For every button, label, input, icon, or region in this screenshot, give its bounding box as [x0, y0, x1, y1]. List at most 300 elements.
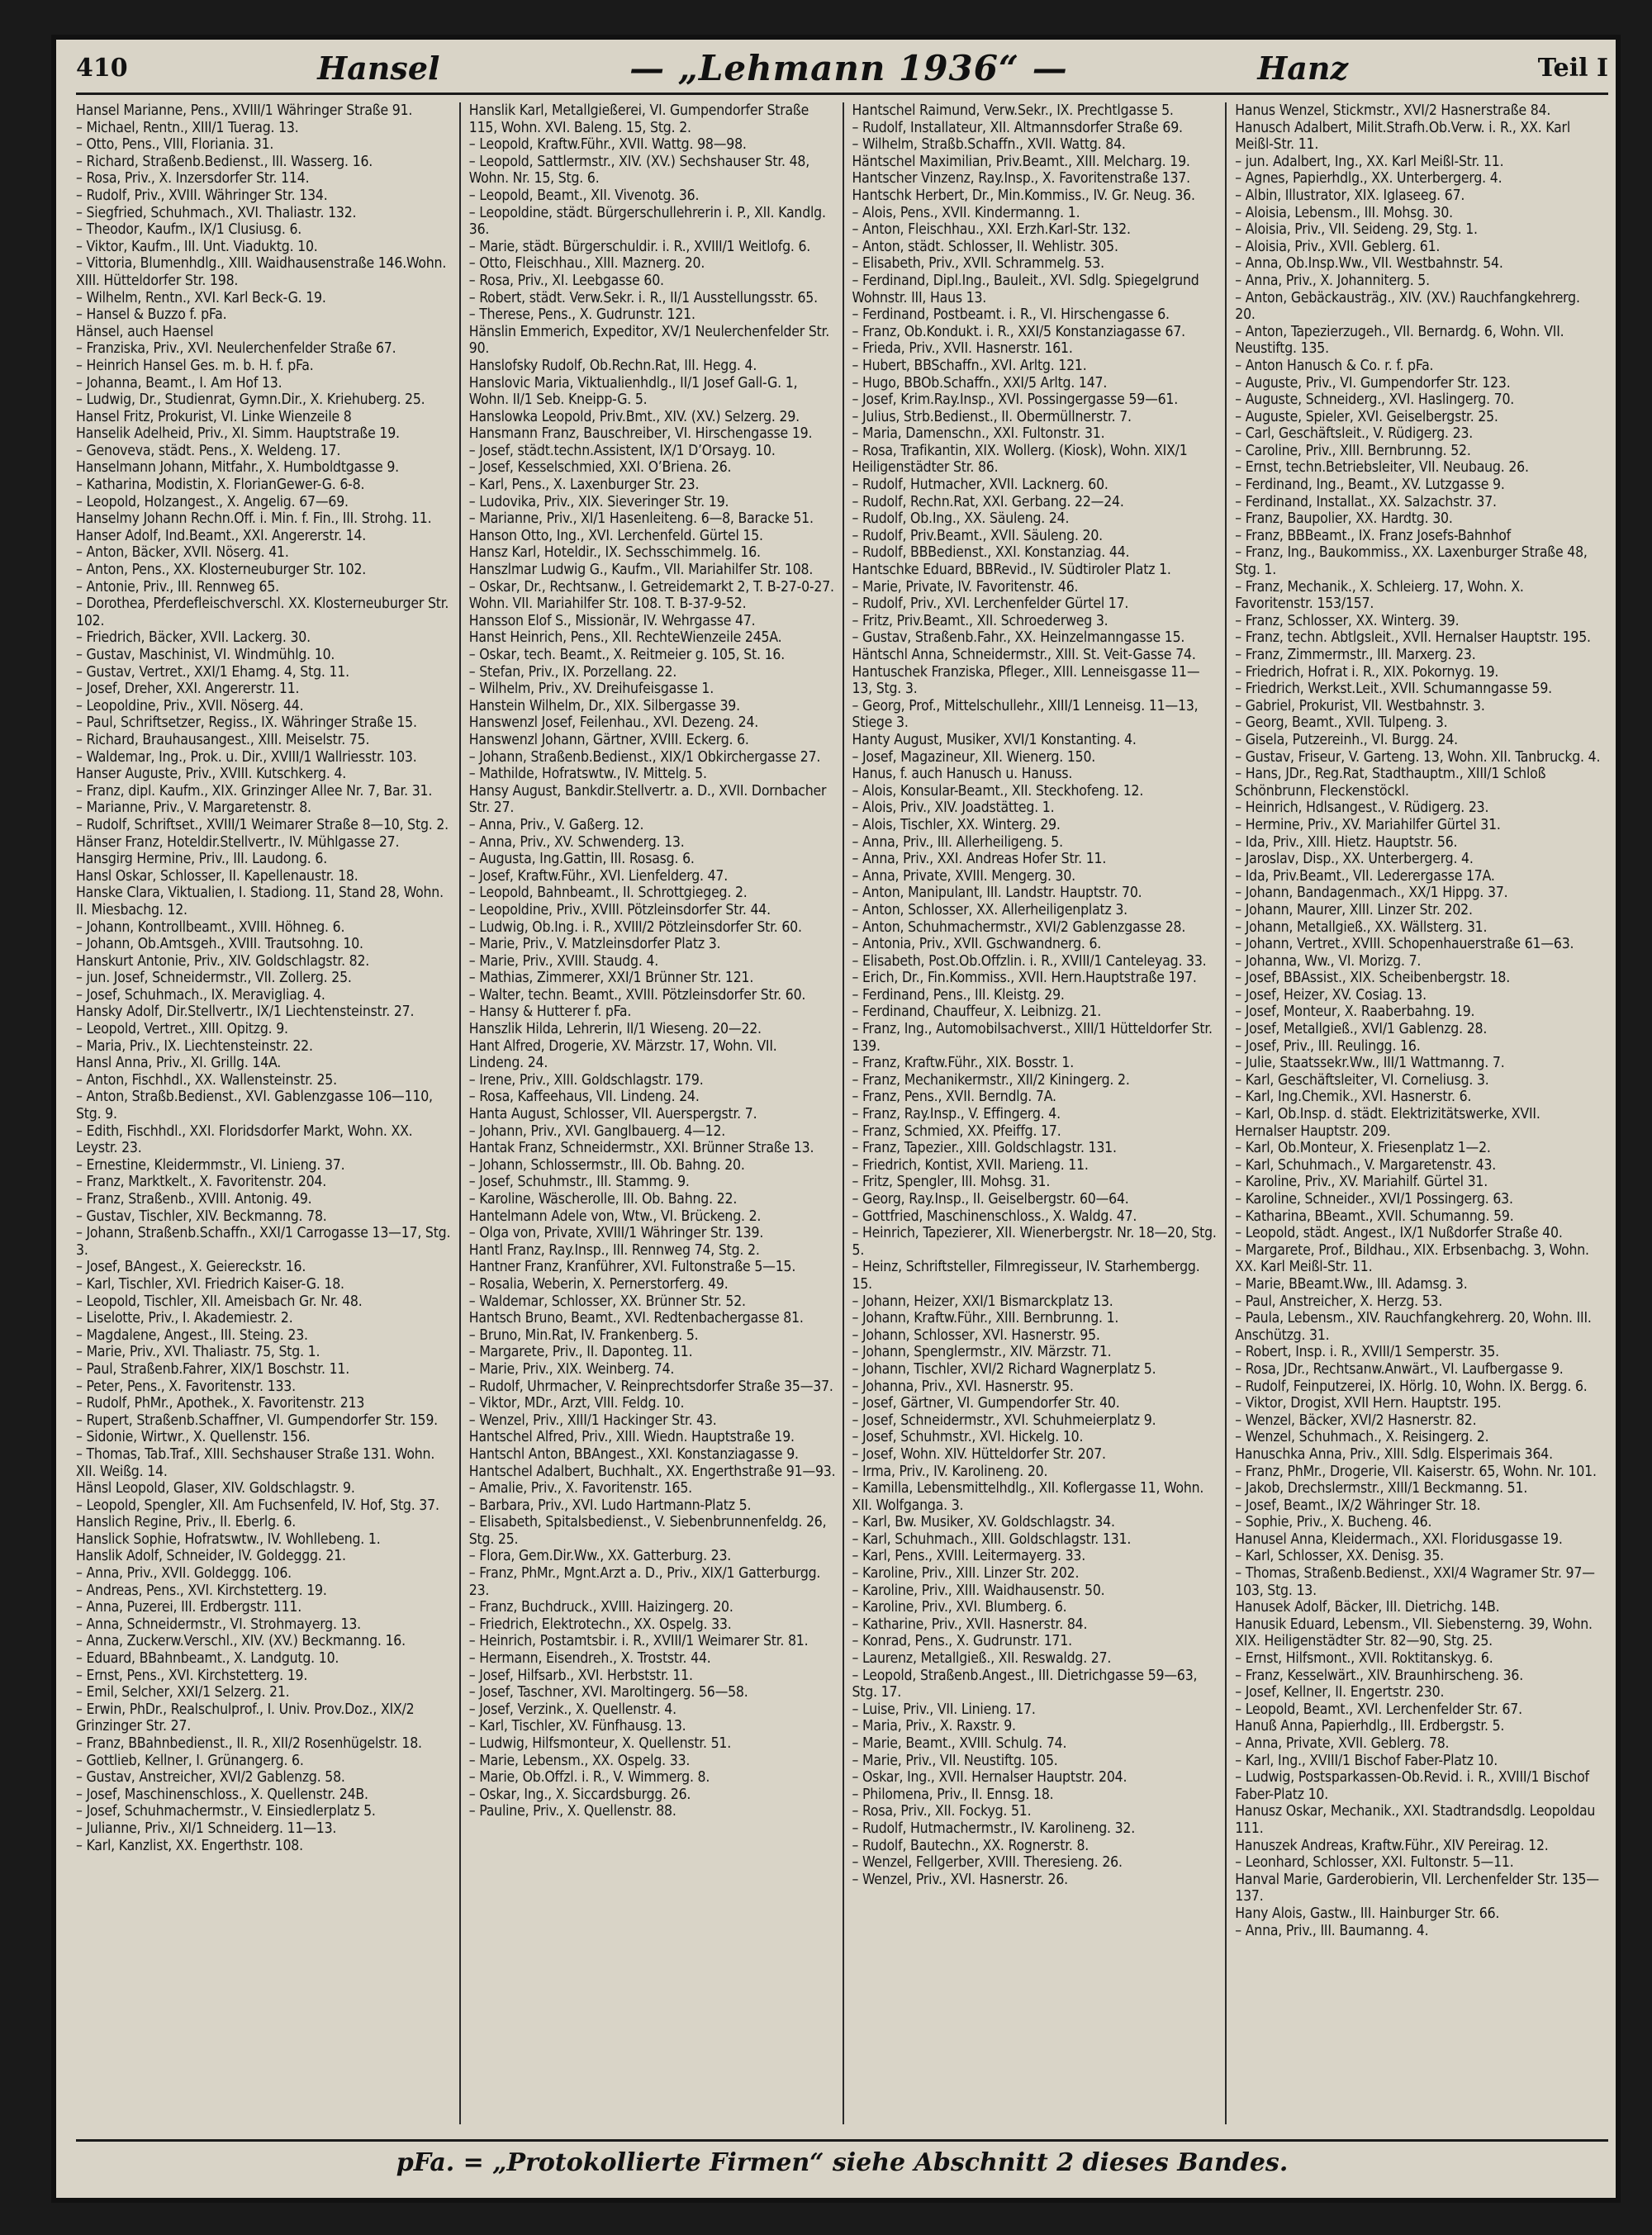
directory-column-3 — [843, 102, 1226, 2124]
directory-entry: – Frieda, Priv., XVII. Hasnerstr. 161. — [852, 340, 1073, 358]
directory-entry: – Gustav, Maschinist, VI. Windmühlg. 10. — [76, 647, 335, 663]
directory-entry: Hanswenzl Josef, Feilenhau., XVI. Dezeng. 24. — [468, 714, 759, 732]
directory-entry: – Marie, Beamt., XVIII. Schulg. 74. — [852, 1735, 1067, 1752]
directory-entry: – Liselotte, Priv., I. Akademiestr. 2. — [76, 1310, 293, 1327]
directory-entry: – Thomas, Tab.Traf., XIII. Sechshauser Straße 131. Wohn. XII. Weißg. 14. — [76, 1445, 435, 1480]
directory-entry: – Irene, Priv., XIII. Goldschlagstr. 179. — [468, 1071, 704, 1089]
directory-entry: – Karl, Pens., X. Laxenburger Str. 23. — [468, 477, 700, 494]
directory-entry: – Johanna, Beamt., I. Am Hof 13. — [76, 374, 282, 391]
directory-column-1 — [76, 102, 459, 2124]
directory-entry: Hantschel Adalbert, Buchhalt., XX. Engerthstraße 91—93. — [468, 1463, 836, 1480]
directory-entry: – Theodor, Kaufm., IX/1 Clusiusg. 6. — [76, 221, 302, 239]
directory-entry: – Auguste, Schneiderg., XVI. Haslingerg. 70. — [1235, 391, 1515, 409]
directory-entry: – Fritz, Spengler, III. Mohsg. 31. — [852, 1174, 1051, 1191]
directory-entry: – Alois, Tischler, XX. Winterg. 29. — [852, 816, 1061, 833]
directory-entry: – Karl, Schuhmach., XIII. Goldschlagstr. 131. — [852, 1530, 1132, 1548]
directory-entry: Hanson Otto, Ing., XVI. Lerchenfeld. Gürtel 15. — [468, 527, 763, 544]
directory-entry: – Josef, Heizer, XV. Cosiag. 13. — [1235, 986, 1427, 1004]
directory-entry: – Josef, Taschner, XVI. Maroltingerg. 56—58. — [468, 1684, 748, 1701]
directory-entry: – Genoveva, städt. Pens., X. Weldeng. 17. — [76, 442, 341, 459]
directory-entry: – Josef, Schneidermstr., XVI. Schuhmeierplatz 9. — [852, 1412, 1156, 1429]
directory-entry: – Franz, Ing., Baukommiss., XX. Laxenburger Straße 48, Stg. 1. — [1235, 544, 1588, 579]
directory-entry: – Anna, Private, XVII. Geblerg. 78. — [1235, 1735, 1450, 1752]
directory-entry: – Maria, Damenschn., XXI. Fultonstr. 31. — [852, 425, 1105, 443]
directory-entry: – Wilhelm, Straßb.Schaffn., XVII. Wattg. 84. — [852, 136, 1126, 154]
directory-entry: – Maria, Priv., X. Raxstr. 9. — [852, 1718, 1016, 1735]
directory-entry: – Rudolf, Priv., XVIII. Währinger Str. 134. — [76, 187, 328, 204]
directory-entry: – Anna, Zuckerw.Verschl., XIV. (XV.) Beckmanng. 16. — [76, 1633, 406, 1650]
directory-entry: – Friedrich, Hofrat i. R., XIX. Pokornyg. 19. — [1235, 663, 1499, 681]
directory-entry: – Sidonie, Wirtwr., X. Quellenstr. 156. — [76, 1429, 311, 1446]
directory-entry: – Franz, PhMr., Mgnt.Arzt a. D., Priv., XIX/1 Gatterburgg. 23. — [468, 1565, 821, 1599]
directory-entry: Hansl Oskar, Schlosser, II. Kapellenaustr. 18. — [76, 867, 358, 885]
directory-entry: – Margarete, Priv., II. Daponteg. 11. — [468, 1344, 693, 1361]
directory-entry: – Georg, Ray.Insp., II. Geiselbergstr. 60—64. — [852, 1191, 1129, 1208]
directory-entry: – Rudolf, Hutmacher, XVII. Lacknerg. 60. — [852, 477, 1108, 494]
directory-entry: – Oskar, tech. Beamt., X. Reitmeier g. 105, St. 16. — [468, 647, 786, 663]
directory-entry: Hanswenzl Johann, Gärtner, XVIII. Eckerg. 6. — [468, 731, 749, 748]
directory-entry: – Auguste, Priv., VI. Gumpendorfer Str. 123. — [1235, 374, 1511, 391]
directory-entry: – Waldemar, Schlosser, XX. Brünner Str. 52. — [468, 1293, 746, 1310]
directory-entry: – Viktor, Kaufm., III. Unt. Viaduktg. 10. — [76, 238, 318, 255]
directory-entry: – Anton, Straßb.Bedienst., XVI. Gablenzgasse 106—110, Stg. 9. — [76, 1089, 433, 1123]
directory-entry: – Elisabeth, Priv., XVII. Schrammelg. 53. — [852, 255, 1104, 273]
directory-entry: Häntschl Anna, Schneidermstr., XIII. St. Veit-Gasse 74. — [852, 647, 1196, 663]
directory-entry: Hanuszek Andreas, Kraftw.Führ., XIV Pereirag. 12. — [1235, 1837, 1549, 1854]
directory-entry: – Caroline, Priv., XIII. Bernbrunng. 52. — [1235, 442, 1471, 459]
directory-entry: – Leopold, städt. Angest., IX/1 Nußdorfer Straße 40. — [1235, 1225, 1563, 1242]
directory-entry: – Anton, Tapezierzugeh., VII. Bernardg. 6, Wohn. VII. Neustiftg. 135. — [1235, 323, 1564, 358]
directory-entry: – Anton, Fischhdl., XX. Wallensteinstr. 25. — [76, 1071, 337, 1089]
directory-entry: – Johanna, Priv., XVI. Hasnerstr. 95. — [852, 1378, 1074, 1395]
directory-entry: – Erwin, PhDr., Realschulprof., I. Univ. Prov.Doz., XIX/2 Grinzinger Str. 27. — [76, 1701, 415, 1735]
directory-entry: – Josef, Dreher, XXI. Angererstr. 11. — [76, 681, 300, 698]
directory-entry: – Margarete, Prof., Bildhau., XIX. Erbsenbachg. 3, Wohn. XX. Karl Meißl-Str. 11. — [1235, 1241, 1589, 1276]
directory-entry: Hantuschek Franziska, Pfleger., XIII. Lenneisgasse 11—13, Stg. 3. — [852, 663, 1200, 698]
directory-entry: – Marie, Priv., XVI. Thaliastr. 75, Stg. 1. — [76, 1344, 320, 1361]
directory-entry: – Marie, Ob.Offzl. i. R., V. Wimmerg. 8. — [468, 1769, 710, 1787]
directory-entry: – Georg, Beamt., XVII. Tulpeng. 3. — [1235, 714, 1448, 732]
directory-entry: – Fritz, Priv.Beamt., XII. Schroederweg 3. — [852, 612, 1108, 629]
directory-entry: – Antonie, Priv., III. Rennweg 65. — [76, 578, 279, 596]
directory-entry: – Emil, Selcher, XXI/1 Selzerg. 21. — [76, 1684, 290, 1701]
directory-entry: – Julianne, Priv., XI/1 Schneiderg. 11—13. — [76, 1820, 337, 1837]
directory-entry: Hänsl Leopold, Glaser, XIV. Goldschlagstr. 9. — [76, 1480, 355, 1497]
directory-entry: – Johann, Bandagenmach., XX/1 Hippg. 37. — [1235, 885, 1508, 902]
directory-entry: – Gustav, Tischler, XIV. Beckmanng. 78. — [76, 1208, 327, 1225]
directory-entry: – Elisabeth, Post.Ob.Offzlin. i. R., XVIII/1 Canteleyag. 33. — [852, 952, 1207, 970]
directory-entry: – Waldemar, Ing., Prok. u. Dir., XVIII/1 Wallriesstr. 103. — [76, 748, 417, 766]
directory-entry: – Andreas, Pens., XVI. Kirchstetterg. 19. — [76, 1582, 327, 1599]
directory-entry: – Hermine, Priv., XV. Mariahilfer Gürtel 31. — [1235, 816, 1501, 833]
directory-entry: – Anton Hanusch & Co. r. f. pFa. — [1235, 357, 1434, 374]
directory-entry: – Franz, BBahnbedienst., II. R., XII/2 Rosenhügelstr. 18. — [76, 1735, 422, 1752]
directory-entry: – Heinrich Hansel Ges. m. b. H. f. pFa. — [76, 357, 314, 374]
directory-entry: Hanslik Karl, Metallgießerei, VI. Gumpendorfer Straße 115, Wohn. XVI. Baleng. 15, Stg. 2. — [468, 102, 809, 136]
directory-entry: – Leonhard, Schlosser, XXI. Fultonstr. 5—11. — [1235, 1854, 1514, 1872]
directory-entry: – Anton, Bäcker, XVII. Nöserg. 41. — [76, 544, 289, 562]
directory-entry: – Friedrich, Werkst.Leit., XVII. Schumanngasse 59. — [1235, 681, 1552, 698]
directory-entry: Hanser Auguste, Priv., XVIII. Kutschkerg. 4. — [76, 766, 347, 783]
directory-entry: – Franz, Kesselwärt., XIV. Braunhirscheng. 36. — [1235, 1667, 1523, 1684]
directory-entry: – Gisela, Putzereinh., VI. Burgg. 24. — [1235, 731, 1458, 748]
directory-entry: – Johann, Heizer, XXI/1 Bismarckplatz 13. — [852, 1293, 1113, 1310]
directory-entry: – Josef, Kellner, II. Engertstr. 230. — [1235, 1684, 1445, 1701]
directory-entry: – Josef, BBAssist., XIX. Scheibenbergstr. 18. — [1235, 970, 1511, 987]
directory-column-2 — [459, 102, 843, 2124]
directory-entry: – Leopold, Straßenb.Angest., III. Dietrichgasse 59—63, Stg. 17. — [852, 1667, 1198, 1701]
directory-entry: – Aloisia, Priv., XVII. Geblerg. 61. — [1235, 238, 1441, 255]
directory-entry: – Leopold, Beamt., XVI. Lerchenfelder Str. 67. — [1235, 1701, 1522, 1718]
directory-entry: – Ida, Priv.Beamt., VII. Lederergasse 17A. — [1235, 867, 1495, 885]
directory-entry: – Thomas, Straßenb.Bedienst., XXI/4 Wagramer Str. 97—103, Stg. 13. — [1235, 1565, 1595, 1599]
directory-entry: – Therese, Pens., X. Gudrunstr. 121. — [468, 306, 695, 324]
directory-entry: – Ludovika, Priv., XIX. Sieveringer Str. 19. — [468, 493, 729, 510]
directory-entry: – Marie, Priv., XIX. Weinberg. 74. — [468, 1360, 675, 1378]
directory-entry: – Anton, Pens., XX. Klosterneuburger Str. 102. — [76, 562, 367, 579]
directory-entry: – Rudolf, Priv., XVI. Lerchenfelder Gürtel 17. — [852, 596, 1129, 613]
directory-entry: – Ernst, Pens., XVI. Kirchstetterg. 19. — [76, 1667, 308, 1684]
directory-entry: – Franz, BBBeamt., IX. Franz Josefs-Bahnhof — [1235, 527, 1511, 544]
directory-entry: – Oskar, Ing., XVII. Hernalser Hauptstr. 204. — [852, 1769, 1127, 1787]
directory-entry: – Rudolf, Priv.Beamt., XVII. Säuleng. 20. — [852, 527, 1103, 544]
directory-entry: – Franz, Schmied, XX. Pfeiffg. 17. — [852, 1122, 1061, 1140]
directory-entry: – Franz, Buchdruck., XVIII. Haizingerg. 20. — [468, 1599, 733, 1616]
directory-entry: Hanusek Adolf, Bäcker, III. Dietrichg. 14B. — [1235, 1599, 1500, 1616]
directory-entry: – Josef, Schuhmstr., III. Stammg. 9. — [468, 1174, 690, 1191]
directory-entry: Hansz Karl, Hoteldir., IX. Sechsschimmelg. 16. — [468, 544, 761, 562]
directory-entry: Hantscher Vinzenz, Ray.Insp., X. Favoritenstraße 137. — [852, 170, 1190, 187]
directory-entry: – Johann, Metallgieß., XX. Wällsterg. 31. — [1235, 918, 1488, 936]
directory-entry: – Josef, BAngest., X. Geiereckstr. 16. — [76, 1259, 306, 1276]
directory-entry: – Leopold, Bahnbeamt., II. Schrottgiegeg. 2. — [468, 885, 748, 902]
directory-entry: – Gabriel, Prokurist, VII. Westbahnstr. 3. — [1235, 697, 1485, 714]
directory-entry: Hanst Heinrich, Pens., XII. RechteWienzeile 245A. — [468, 629, 782, 647]
directory-entry: – Josef, Schuhmach., IX. Meravigliag. 4. — [76, 986, 325, 1004]
directory-entry: Hantschl Anton, BBAngest., XXI. Konstanziagasse 9. — [468, 1445, 799, 1463]
directory-entry: – Hubert, BBSchaffn., XVI. Arltg. 121. — [852, 357, 1087, 374]
directory-entry: – Viktor, MDr., Arzt, VIII. Feldg. 10. — [468, 1395, 685, 1412]
directory-entry: – Ludwig, Ob.Ing. i. R., XVIII/2 Pötzleinsdorfer Str. 60. — [468, 918, 802, 936]
directory-entry: – Viktor, Drogist, XVII Hern. Hauptstr. 195. — [1235, 1395, 1502, 1412]
directory-entry: – Karl, Ing., XVIII/1 Bischof Faber-Platz 10. — [1235, 1752, 1498, 1769]
directory-entry: – Josef, Magazineur, XII. Wienerg. 150. — [852, 748, 1096, 766]
directory-entry: – Otto, Pens., VIII, Floriania. 31. — [76, 136, 274, 154]
directory-entry: Hanslovic Maria, Viktualienhdlg., II/1 Josef Gall-G. 1, Wohn. II/1 Seb. Kneipp-G. 5. — [468, 374, 798, 409]
directory-entry: – Franz, Schlosser, XX. Winterg. 39. — [1235, 612, 1460, 629]
directory-entry: – Marie, Priv., V. Matzleinsdorfer Platz 3. — [468, 936, 721, 953]
directory-entry: – Wilhelm, Rentn., XVI. Karl Beck-G. 19. — [76, 289, 326, 306]
directory-entry: – Karl, Kanzlist, XX. Engerthstr. 108. — [76, 1837, 303, 1854]
directory-entry: – Karl, Tischler, XVI. Friedrich Kaiser-G. 18. — [76, 1275, 344, 1293]
directory-entry: – Wenzel, Schuhmach., X. Reisingerg. 2. — [1235, 1429, 1489, 1446]
directory-entry: – Elisabeth, Spitalsbedienst., V. Siebenbrunnenfeldg. 26, Stg. 25. — [468, 1514, 827, 1548]
directory-entry: – Johann, Schlosser, XVI. Hasnerstr. 95. — [852, 1326, 1100, 1344]
directory-entry: – Karl, Pens., XVIII. Leitermayerg. 33. — [852, 1548, 1085, 1565]
directory-entry: Hanslick Sophie, Hofratswtw., IV. Wohllebeng. 1. — [76, 1530, 381, 1548]
directory-entry: – Georg, Prof., Mittelschullehr., XIII/1 Lenneisg. 11—13, Stiege 3. — [852, 697, 1199, 732]
directory-entry: – Ernst, Hilfsmont., XVII. Roktitanskyg. 6. — [1235, 1650, 1493, 1668]
directory-entry: – jun. Josef, Schneidermstr., VII. Zollerg. 25. — [76, 970, 352, 987]
directory-entry: – Josef, Gärtner, VI. Gumpendorfer Str. 40. — [852, 1395, 1120, 1412]
directory-entry: – Ludwig, Hilfsmonteur, X. Quellenstr. 51. — [468, 1735, 732, 1752]
directory-entry: Hant Alfred, Drogerie, XV. Märzstr. 17, Wohn. VII. Lindeng. 24. — [468, 1037, 777, 1072]
directory-entry: – Gustav, Straßenb.Fahr., XX. Heinzelmanngasse 15. — [852, 629, 1185, 647]
directory-entry: – Johann, Priv., XVI. Ganglbauerg. 4—12. — [468, 1122, 726, 1140]
directory-entry: – Josef, Hilfsarb., XVI. Herbststr. 11. — [468, 1667, 693, 1684]
directory-entry: – Josef, Metallgieß., XVI/1 Gablenzg. 28. — [1235, 1021, 1488, 1038]
directory-entry: – Karl, Ob.Monteur, X. Friesenplatz 1—2. — [1235, 1140, 1491, 1157]
directory-entry: Hanstein Wilhelm, Dr., XIX. Silbergasse 39. — [468, 697, 740, 714]
directory-entry: Hanty August, Musiker, XVI/1 Konstanting. 4. — [852, 731, 1137, 748]
directory-entry: – Franz, Straßenb., XVIII. Antonig. 49. — [76, 1191, 312, 1208]
directory-entry: – Ernestine, Kleidermmstr., VI. Linieng. 37. — [76, 1156, 345, 1174]
directory-entry: – Alois, Pens., XVII. Kindermanng. 1. — [852, 204, 1080, 221]
directory-entry: Hanszlmar Ludwig G., Kaufm., VII. Mariahilfer Str. 108. — [468, 562, 814, 579]
directory-entry: Hanskurt Antonie, Priv., XIV. Goldschlagstr. 82. — [76, 952, 370, 970]
directory-entry: Hantner Franz, Kranführer, XVI. Fultonstraße 5—15. — [468, 1259, 796, 1276]
directory-entry: – Johann, Straßenb.Schaffn., XXI/1 Carrogasse 13—17, Stg. 3. — [76, 1225, 451, 1259]
directory-entry: – Karoline, Schneider., XVI/1 Possingerg. 63. — [1235, 1191, 1513, 1208]
directory-entry: – Ludwig, Postsparkassen-Ob.Revid. i. R., XVIII/1 Bischof Faber-Platz 10. — [1235, 1769, 1589, 1803]
directory-entry: Hanser Adolf, Ind.Beamt., XXI. Angererstr. 14. — [76, 527, 367, 544]
directory-entry: – Rudolf, Ob.Ing., XX. Säuleng. 24. — [852, 510, 1070, 528]
left-keyword: Hansel — [317, 49, 440, 87]
directory-entry: – Ida, Priv., XIII. Hietz. Hauptstr. 56. — [1235, 833, 1458, 851]
directory-entry: – Pauline, Priv., X. Quellenstr. 88. — [468, 1803, 676, 1820]
directory-entry: Hansel Fritz, Prokurist, VI. Linke Wienzeile 8 — [76, 408, 352, 425]
directory-entry: – Karoline, Priv., XIII. Waidhausenstr. 50. — [852, 1582, 1105, 1599]
directory-entry: Hanusel Anna, Kleidermach., XXI. Floridusgasse 19. — [1235, 1530, 1563, 1548]
directory-entry: – Leopold, Spengler, XII. Am Fuchsenfeld, IV. Hof, Stg. 37. — [76, 1497, 439, 1514]
directory-entry: – Robert, Insp. i. R., XVIII/1 Semperstr. 35. — [1235, 1344, 1499, 1361]
directory-entry: – Peter, Pens., X. Favoritenstr. 133. — [76, 1378, 296, 1395]
directory-entry: – Friedrich, Elektrotechn., XX. Ospelg. 33. — [468, 1616, 732, 1633]
directory-entry: – Rudolf, Installateur, XII. Altmannsdorfer Straße 69. — [852, 119, 1183, 136]
directory-entry: Hantschke Eduard, BBRevid., IV. Südtiroler Platz 1. — [852, 562, 1171, 579]
directory-entry: – Magdalene, Angest., III. Steing. 23. — [76, 1326, 308, 1344]
directory-entry: – Rosa, Trafikantin, XIX. Wollerg. (Kiosk), Wohn. XIX/1 Heiligenstädter Str. 86. — [852, 442, 1188, 477]
directory-entry: – Leopold, Sattlermstr., XIV. (XV.) Sechshauser Str. 48, Wohn. Nr. 15, Stg. 6. — [468, 153, 810, 187]
directory-entry: – Ferdinand, Installat., XX. Salzachstr. 37. — [1235, 493, 1497, 510]
directory-entry: – Gustav, Vertret., XXI/1 Ehamg. 4, Stg. 11. — [76, 663, 349, 681]
directory-entry: – jun. Adalbert, Ing., XX. Karl Meißl-Str. 11. — [1235, 153, 1504, 170]
directory-entry: – Rosa, Priv., X. Inzersdorfer Str. 114. — [76, 170, 310, 187]
directory-entry: – Gustav, Friseur, V. Garteng. 13, Wohn. XII. Tanbruckg. 4. — [1235, 748, 1601, 766]
directory-entry: Hansy August, Bankdir.Stellvertr. a. D., XVII. Dornbacher Str. 27. — [468, 782, 827, 817]
directory-entry: – Paul, Schriftsetzer, Regiss., IX. Währinger Straße 15. — [76, 714, 417, 732]
directory-entry: – Wenzel, Bäcker, XVI/2 Hasnerstr. 82. — [1235, 1412, 1477, 1429]
directory-entry: – Kamilla, Lebensmittelhdlg., XII. Koflergasse 11, Wohn. XII. Wolfganga. 3. — [852, 1480, 1204, 1514]
directory-entry: – Katharina, BBeamt., XVII. Schumanng. 59. — [1235, 1208, 1514, 1225]
directory-entry: – Karoline, Wäscherolle, III. Ob. Bahng. 22. — [468, 1191, 738, 1208]
directory-entry: – Ferdinand, Chauffeur, X. Leibnizg. 21. — [852, 1004, 1102, 1021]
directory-entry: – Marie, BBeamt.Ww., III. Adamsg. 3. — [1235, 1275, 1468, 1293]
directory-entry: – Konrad, Pens., X. Gudrunstr. 171. — [852, 1633, 1072, 1650]
directory-entry: – Marianne, Priv., XI/1 Hasenleiteng. 6—8, Baracke 51. — [468, 510, 814, 528]
directory-entry: – Karl, Geschäftsleiter, VI. Corneliusg. 3. — [1235, 1071, 1489, 1089]
directory-entry: – Rudolf, Bautechn., XX. Rognerstr. 8. — [852, 1837, 1089, 1854]
directory-entry: – Josef, Schuhmstr., XVI. Hickelg. 10. — [852, 1429, 1084, 1446]
directory-entry: – Albin, Illustrator, XIX. Iglaseeg. 67. — [1235, 187, 1465, 204]
directory-entry: Hantschel Alfred, Priv., XIII. Wiedn. Hauptstraße 19. — [468, 1429, 795, 1446]
directory-entry: Hanszlik Hilda, Lehrerin, II/1 Wieseng. 20—22. — [468, 1021, 762, 1038]
footer-note: pFa. = „Protokollierte Firmen“ siehe Abschnitt 2 dieses Bandes. — [396, 2147, 1289, 2177]
directory-entry: – Johann, Straßenb.Bedienst., XIX/1 Obkirchergasse 27. — [468, 748, 821, 766]
directory-entry: Hany Alois, Gastw., III. Hainburger Str. 66. — [1235, 1905, 1500, 1922]
directory-entry: – Franz, PhMr., Drogerie, VII. Kaiserstr. 65, Wohn. Nr. 101. — [1235, 1463, 1597, 1480]
part-label: Teil I — [1537, 53, 1608, 83]
directory-entry: – Rudolf, Hutmachermstr., IV. Karolineng. 32. — [852, 1820, 1136, 1837]
directory-entry: – Agnes, Papierhdlg., XX. Unterbergerg. 4. — [1235, 170, 1502, 187]
directory-entry: – Josef, städt.techn.Assistent, IX/1 D’Orsayg. 10. — [468, 442, 776, 459]
directory-entry: – Rosa, Priv., XI. Leebgasse 60. — [468, 272, 664, 289]
directory-entry: – Anna, Private, XVIII. Mengerg. 30. — [852, 867, 1075, 885]
directory-columns — [76, 102, 1608, 2124]
directory-entry: – Rosalia, Weberin, X. Pernerstorferg. 49. — [468, 1275, 729, 1293]
directory-entry: – Carl, Geschäftsleit., V. Rüdigerg. 23. — [1235, 425, 1474, 443]
directory-entry: – Paul, Anstreicher, X. Herzg. 53. — [1235, 1293, 1443, 1310]
directory-entry: – Karoline, Priv., XV. Mariahilf. Gürtel 31. — [1235, 1174, 1488, 1191]
directory-entry: – Leopold, Holzangest., X. Angelig. 67—69. — [76, 493, 349, 510]
directory-entry: – Friedrich, Bäcker, XVII. Lackerg. 30. — [76, 629, 311, 647]
directory-entry: – Leopoldine, Priv., XVII. Nöserg. 44. — [76, 697, 304, 714]
directory-entry: Hanta August, Schlosser, VII. Auerspergstr. 7. — [468, 1106, 757, 1123]
directory-entry: Hansgirg Hermine, Priv., III. Laudong. 6. — [76, 851, 327, 868]
directory-entry: – Heinz, Schriftsteller, Filmregisseur, IV. Starhembergg. 15. — [852, 1259, 1200, 1293]
directory-entry: – Flora, Gem.Dir.Ww., XX. Gatterburg. 23. — [468, 1548, 732, 1565]
directory-entry: – Eduard, BBahnbeamt., X. Landgutg. 10. — [76, 1650, 339, 1668]
directory-entry: – Anna, Priv., III. Baumanng. 4. — [1235, 1922, 1429, 1939]
directory-entry: – Anton, Schuhmachermstr., XVI/2 Gablenzgasse 28. — [852, 918, 1186, 936]
directory-entry: Hantsch Bruno, Beamt., XVI. Redtenbachergasse 81. — [468, 1310, 804, 1327]
directory-entry: – Rosa, JDr., Rechtsanw.Anwärt., VI. Laufbergasse 9. — [1235, 1360, 1564, 1378]
directory-entry: – Heinrich, Hdlsangest., V. Rüdigerg. 23. — [1235, 800, 1489, 817]
directory-entry: – Edith, Fischhdl., XXI. Floridsdorfer Markt, Wohn. XX. Leystr. 23. — [76, 1122, 413, 1157]
directory-entry: – Vittoria, Blumenhdlg., XIII. Waidhausenstraße 146.Wohn. XIII. Hütteldorfer Str. 198. — [76, 255, 447, 289]
directory-entry: – Mathilde, Hofratswtw., IV. Mittelg. 5. — [468, 766, 707, 783]
directory-entry: – Anton, städt. Schlosser, II. Wehlistr. 305. — [852, 238, 1118, 255]
directory-entry: – Franz, Mechanikermstr., XII/2 Kiningerg. 2. — [852, 1071, 1130, 1089]
directory-entry: – Johann, Ob.Amtsgeh., XVIII. Trautsohng. 10. — [76, 936, 363, 953]
directory-entry: – Paula, Lebensm., XIV. Rauchfangkehrerg. 20, Wohn. III. Anschützg. 31. — [1235, 1310, 1592, 1344]
directory-entry: Hansson Elof S., Missionär, IV. Wehrgasse 47. — [468, 612, 756, 629]
directory-entry: – Rudolf, Schriftset., XVIII/1 Weimarer Straße 8—10, Stg. 2. — [76, 816, 449, 833]
directory-entry: – Heinrich, Postamtsbir. i. R., XVIII/1 Weimarer Str. 81. — [468, 1633, 809, 1650]
directory-entry: – Johann, Vertret., XVIII. Schopenhauerstraße 61—63. — [1235, 936, 1574, 953]
directory-entry: – Josef, Beamt., IX/2 Währinger Str. 18. — [1235, 1497, 1481, 1514]
directory-entry: – Franz, Ob.Kondukt. i. R., XXI/5 Konstanziagasse 67. — [852, 323, 1185, 340]
directory-entry: – Ernst, techn.Betriebsleiter, VII. Neubaug. 26. — [1235, 459, 1529, 477]
directory-entry: – Hermann, Eisendreh., X. Troststr. 44. — [468, 1650, 711, 1668]
directory-entry: – Wenzel, Fellgerber, XVIII. Theresieng. 26. — [852, 1854, 1123, 1872]
directory-entry: – Josef, Kraftw.Führ., XVI. Lienfelderg. 47. — [468, 867, 729, 885]
directory-entry: – Johann, Tischler, XVI/2 Richard Wagnerplatz 5. — [852, 1360, 1156, 1378]
directory-entry: Hansmann Franz, Bauschreiber, VI. Hirschengasse 19. — [468, 425, 813, 443]
directory-entry: – Ludwig, Dr., Studienrat, Gymn.Dir., X. Kriehuberg. 25. — [76, 391, 425, 409]
directory-entry: – Josef, Wohn. XIV. Hütteldorfer Str. 207. — [852, 1445, 1106, 1463]
directory-entry: – Franz, Ray.Insp., V. Effingerg. 4. — [852, 1106, 1061, 1123]
directory-entry: – Sophie, Priv., X. Bucheng. 46. — [1235, 1514, 1432, 1531]
directory-entry: – Franz, Kraftw.Führ., XIX. Bosstr. 1. — [852, 1055, 1075, 1072]
directory-entry: – Antonia, Priv., XVII. Gschwandnerg. 6. — [852, 936, 1102, 953]
directory-entry: Hanuschka Anna, Priv., XIII. Sdlg. Elsperimais 364. — [1235, 1445, 1553, 1463]
directory-entry: – Oskar, Ing., X. Siccardsburgg. 26. — [468, 1786, 691, 1803]
directory-entry: – Wenzel, Priv., XIII/1 Hackinger Str. 43. — [468, 1412, 717, 1429]
directory-entry: – Josef, Maschinenschloss., X. Quellenstr. 24B. — [76, 1786, 368, 1803]
directory-entry: – Wilhelm, Priv., XV. Dreihufeisgasse 1. — [468, 681, 714, 698]
directory-entry: – Rudolf, Feinputzerei, IX. Hörlg. 10, Wohn. IX. Bergg. 6. — [1235, 1378, 1588, 1395]
directory-entry: – Marie, städt. Bürgerschuldir. i. R., XVIII/1 Weitlofg. 6. — [468, 238, 811, 255]
directory-entry: – Julius, Strb.Bedienst., II. Obermüllnerstr. 7. — [852, 408, 1132, 425]
directory-entry: – Johann, Spenglermstr., XIV. Märzstr. 71. — [852, 1344, 1112, 1361]
directory-entry: – Hansel & Buzzo f. pFa. — [76, 306, 227, 324]
directory-entry: – Karl, Ing.Chemik., XVI. Hasnerstr. 6. — [1235, 1089, 1472, 1106]
directory-entry: Hantak Franz, Schneidermstr., XXI. Brünner Straße 13. — [468, 1140, 814, 1157]
directory-entry: – Anna, Priv., V. Gaßerg. 12. — [468, 816, 644, 833]
directory-entry: Hänsel, auch Haensel — [76, 323, 214, 340]
directory-entry: – Mathias, Zimmerer, XXI/1 Brünner Str. 121. — [468, 970, 754, 987]
directory-entry: – Anna, Ob.Insp.Ww., VII. Westbahnstr. 54. — [1235, 255, 1503, 273]
directory-entry: – Johanna, Ww., VI. Morizg. 7. — [1235, 952, 1422, 970]
directory-entry: Hanslich Regine, Priv., II. Eberlg. 6. — [76, 1514, 297, 1531]
directory-entry: Hantl Franz, Ray.Insp., III. Rennweg 74, Stg. 2. — [468, 1241, 760, 1259]
directory-entry: – Josef, Verzink., X. Quellenstr. 4. — [468, 1701, 676, 1718]
directory-entry: Hantschk Herbert, Dr., Min.Kommiss., IV. Gr. Neug. 36. — [852, 187, 1195, 204]
directory-entry: – Philomena, Priv., II. Ennsg. 18. — [852, 1786, 1054, 1803]
directory-entry: – Siegfried, Schuhmach., XVI. Thaliastr. 132. — [76, 204, 357, 221]
directory-entry: Hansl Anna, Priv., XI. Grillg. 14A. — [76, 1055, 282, 1072]
directory-entry: – Leopold, Tischler, XII. Ameisbach Gr. Nr. 48. — [76, 1293, 363, 1310]
directory-entry: – Marie, Priv., XVIII. Staudg. 4. — [468, 952, 659, 970]
directory-entry: – Leopoldine, Priv., XVIII. Pötzleinsdorfer Str. 44. — [468, 901, 771, 918]
directory-entry: – Michael, Rentn., XIII/1 Tuerag. 13. — [76, 119, 299, 136]
directory-entry: Hanuß Anna, Papierhdlg., III. Erdbergstr. 5. — [1235, 1718, 1505, 1735]
directory-entry: – Alois, Priv., XIV. Joadstätteg. 1. — [852, 800, 1055, 817]
directory-entry: – Leopold, Kraftw.Führ., XVII. Wattg. 98—98. — [468, 136, 747, 154]
directory-entry: – Irma, Priv., IV. Karolineng. 20. — [852, 1463, 1048, 1480]
page-header — [76, 43, 1608, 95]
directory-entry: – Franziska, Priv., XVI. Neulerchenfelder Straße 67. — [76, 340, 396, 358]
directory-entry: – Katharina, Modistin, X. FlorianGewer-G. 6-8. — [76, 477, 365, 494]
page-title: — „Lehmann 1936“ — — [629, 47, 1068, 88]
directory-entry: – Gustav, Anstreicher, XVI/2 Gablenzg. 58. — [76, 1769, 345, 1787]
directory-entry: – Karoline, Priv., XVI. Blumberg. 6. — [852, 1599, 1067, 1616]
directory-entry: – Paul, Straßenb.Fahrer, XIX/1 Boschstr. 11. — [76, 1360, 350, 1378]
directory-entry: – Hans, JDr., Reg.Rat, Stadthauptm., XIII/1 Schloß Schönbrunn, Fleckenstöckl. — [1235, 766, 1546, 800]
directory-entry: – Josef, Kesselschmied, XXI. O’Briena. 26. — [468, 459, 732, 477]
directory-entry: – Josef, Schuhmachermstr., V. Einsiedlerplatz 5. — [76, 1803, 376, 1820]
directory-entry: – Marianne, Priv., V. Margaretenstr. 8. — [76, 800, 311, 817]
directory-entry: – Gottlieb, Kellner, I. Grünangerg. 6. — [76, 1752, 304, 1769]
page-footer — [76, 2139, 1608, 2183]
directory-entry: – Walter, techn. Beamt., XVIII. Pötzleinsdorfer Str. 60. — [468, 986, 806, 1004]
directory-entry: Hänslin Emmerich, Expeditor, XV/1 Neulerchenfelder Str. 90. — [468, 323, 830, 358]
directory-entry: – Anna, Schneidermstr., VI. Strohmayerg. 13. — [76, 1616, 361, 1633]
directory-column-4 — [1225, 102, 1608, 2124]
directory-entry: – Aloisia, Priv., VII. Seideng. 29, Stg. 1. — [1235, 221, 1478, 239]
directory-entry: – Ferdinand, Pens., III. Kleistg. 29. — [852, 986, 1065, 1004]
directory-entry: Hanselik Adelheid, Priv., XI. Simm. Hauptstraße 19. — [76, 425, 400, 443]
directory-entry: – Katharine, Priv., XVII. Hasnerstr. 84. — [852, 1616, 1088, 1633]
directory-entry: – Auguste, Spieler, XVI. Geiselbergstr. 25. — [1235, 408, 1498, 425]
directory-entry: Hantschel Raimund, Verw.Sekr., IX. Prechtlgasse 5. — [852, 102, 1174, 119]
directory-entry: – Maria, Priv., IX. Liechtensteinstr. 22. — [76, 1037, 313, 1055]
directory-entry: – Anna, Priv., XVII. Goldeggg. 106. — [76, 1565, 292, 1583]
directory-entry: – Erich, Dr., Fin.Kommiss., XVII. Hern.Hauptstraße 197. — [852, 970, 1197, 987]
directory-entry: – Karl, Schuhmach., V. Margaretenstr. 43. — [1235, 1156, 1497, 1174]
directory-entry: Hanslowka Leopold, Priv.Bmt., XIV. (XV.) Selzerg. 29. — [468, 408, 800, 425]
